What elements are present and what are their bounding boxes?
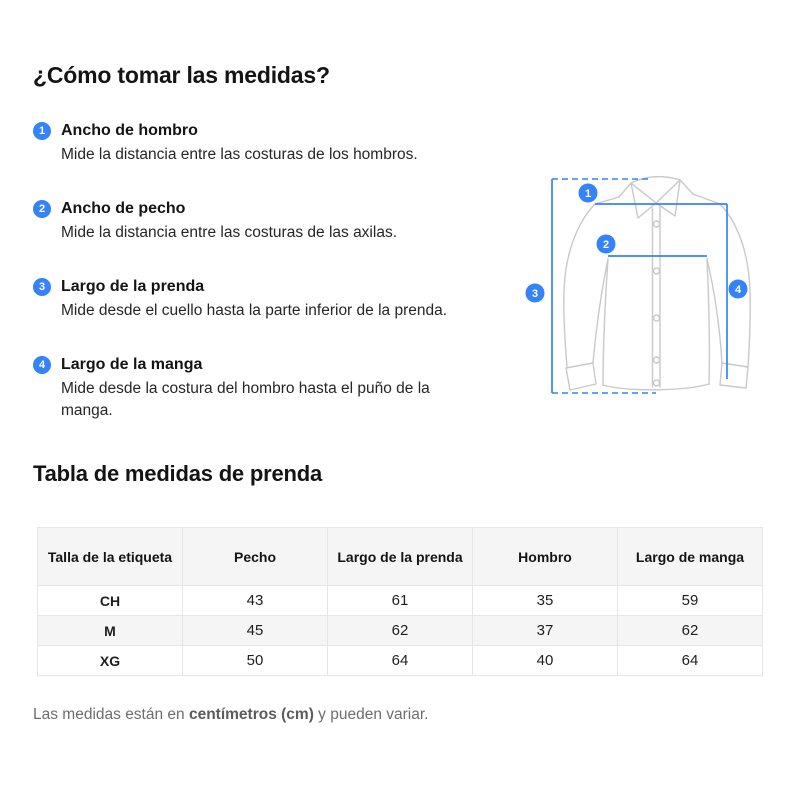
measurement-cell: 62	[618, 616, 763, 646]
size-table-container	[37, 527, 763, 676]
measurement-cell: 45	[183, 616, 328, 646]
measurement-cell: 61	[328, 586, 473, 616]
step-title: Largo de la manga	[61, 356, 203, 373]
step-description: Mide la distancia entre las costuras de las axilas.	[61, 224, 397, 241]
measurement-step-1	[33, 121, 493, 166]
step-description: Mide la distancia entre las costuras de los hombros.	[61, 146, 418, 163]
step-number-badge: 3	[33, 278, 51, 296]
page-title: ¿Cómo tomar las medidas?	[33, 62, 330, 88]
measurement-cell: 59	[618, 586, 763, 616]
step-title: Largo de la prenda	[61, 278, 205, 295]
table-row-M	[38, 616, 763, 646]
step-title: Ancho de pecho	[61, 200, 186, 217]
step-number-badge: 1	[33, 122, 51, 140]
measurement-step-2	[33, 199, 493, 244]
column-header: Largo de manga	[618, 528, 763, 586]
size-table-header-row	[38, 528, 763, 586]
measurement-cell: 50	[183, 646, 328, 676]
column-header: Largo de la prenda	[328, 528, 473, 586]
size-label-cell: CH	[38, 586, 183, 616]
measurement-cell: 40	[473, 646, 618, 676]
measurement-step-4	[33, 355, 493, 422]
table-row-CH	[38, 586, 763, 616]
shirt-outline	[564, 177, 750, 390]
table-row-XG	[38, 646, 763, 676]
diagram-badge-2: 2	[602, 239, 610, 251]
measurement-cell: 62	[328, 616, 473, 646]
measurement-cell: 43	[183, 586, 328, 616]
measurements-note	[33, 704, 428, 726]
size-table	[37, 527, 763, 676]
measurement-cell: 64	[618, 646, 763, 676]
measurement-cell: 35	[473, 586, 618, 616]
diagram-badge-4: 4	[734, 284, 742, 296]
measurement-cell: 64	[328, 646, 473, 676]
measurement-step-3	[33, 277, 493, 322]
shirt-diagram	[520, 163, 780, 405]
note-units: centímetros (cm)	[188, 706, 314, 723]
step-number-badge: 4	[33, 356, 51, 374]
note-prefix: Las medidas están en	[33, 706, 189, 723]
measurement-lines	[552, 179, 727, 393]
diagram-badge-1: 1	[584, 188, 592, 200]
measurement-steps	[33, 121, 493, 455]
step-number-badge: 2	[33, 200, 51, 218]
column-header: Pecho	[183, 528, 328, 586]
step-description: Mide desde la costura del hombro hasta el puño de la manga.	[61, 380, 430, 419]
step-description: Mide desde el cuello hasta la parte inferior de la prenda.	[61, 302, 448, 319]
measurement-cell: 37	[473, 616, 618, 646]
size-table-title: Tabla de medidas de prenda	[33, 461, 323, 486]
shirt-measurement-illustration	[520, 163, 780, 405]
size-label-cell: XG	[38, 646, 183, 676]
column-header: Talla de la etiqueta	[38, 528, 183, 586]
column-header: Hombro	[473, 528, 618, 586]
note-suffix: y pueden variar.	[313, 706, 429, 723]
step-title: Ancho de hombro	[61, 122, 198, 139]
size-label-cell: M	[38, 616, 183, 646]
diagram-badge-3: 3	[531, 288, 539, 300]
